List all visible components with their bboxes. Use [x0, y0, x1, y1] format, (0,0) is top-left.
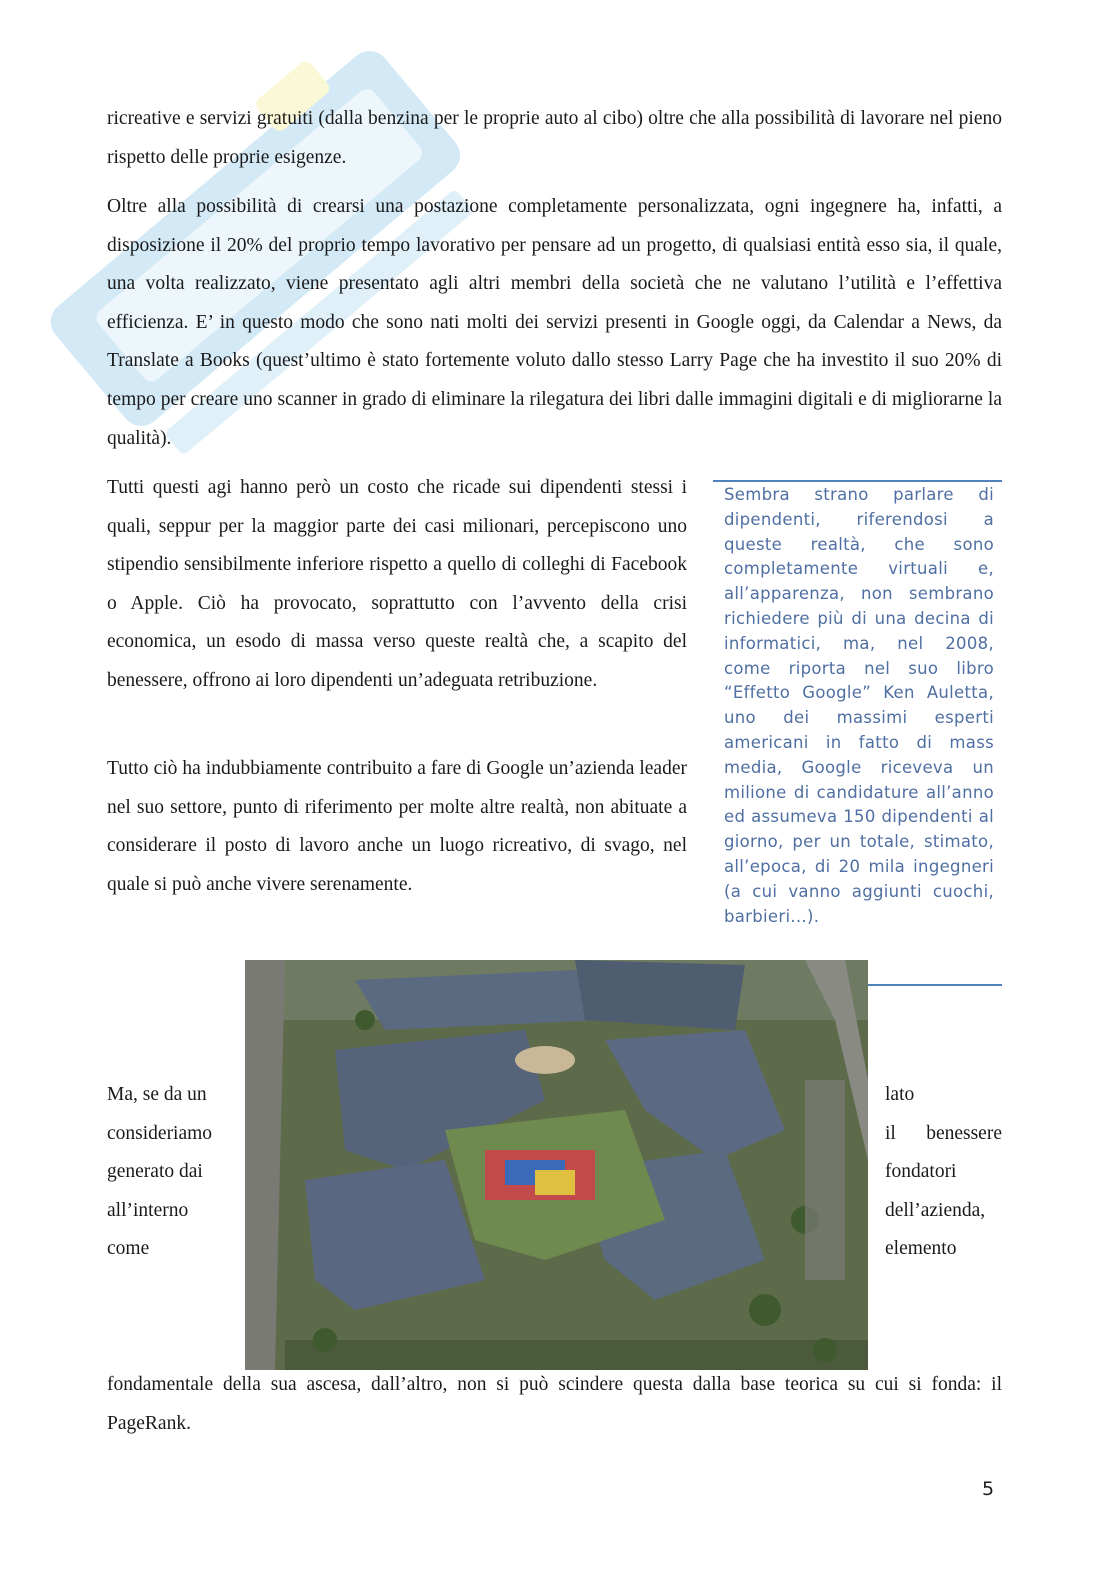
wrapped-left-2: consideriamo [107, 1123, 213, 1144]
wrapped-right-1: lato [885, 1084, 915, 1105]
wrapped-left-4: all’interno [107, 1200, 189, 1221]
wrapped-left-1: Ma, se da un [107, 1084, 207, 1105]
wrapped-right-4: dell’azienda, [885, 1200, 986, 1221]
wrapped-right-3: fondatori [885, 1161, 957, 1182]
wrapped-left-3: generato dai [107, 1161, 203, 1182]
googleplex-aerial-photo [245, 960, 868, 1370]
wrapped-right-2: il benessere [885, 1123, 1002, 1144]
paragraph-3: Tutti questi agi hanno però un costo che ricade sui dipendenti stessi i quali, seppur per la maggior parte dei casi milionari, percepiscono uno stipendio sensibilmente inferiore rispetto a quello di colleghi di Facebook o Apple. Ciò ha provocato, soprattutto con l’avvento della crisi economica, un esodo di massa verso queste realtà che, a scapito del benessere, offrono ai loro dipendenti un’adeguata retribuzione. [107, 477, 687, 691]
paragraph-5-end: fondamentale della sua ascesa, dall’altro, non si può scindere questa dalla base teorica su cui si fonda: il PageRank. [107, 1374, 1002, 1434]
wrapped-right-5: elemento [885, 1238, 957, 1259]
paragraph-1: ricreative e servizi gratuiti (dalla benzina per le proprie auto al cibo) oltre che alla possibilità di lavorare nel pieno rispetto delle proprie esigenze. [107, 108, 1002, 168]
wrapped-left-5: come [107, 1238, 150, 1259]
paragraph-4: Tutto ciò ha indubbiamente contribuito a fare di Google un’azienda leader nel suo settore, punto di riferimento per molte altre realtà, non abituate a considerare il posto di lavoro anche un luogo ricreativo, di svago, nel quale si può anche vivere serenamente. [107, 758, 687, 895]
sidebar-text: Sembra strano parlare di dipendenti, riferendosi a queste realtà, che sono completamente virtuali e, all’apparenza, non sembrano richiedere più di una decina di informatici, ma, nel 2008, come riporta nel suo libro “Effetto Google” Ken Auletta, uno dei massimi esperti americani in fatto di mass media, Google riceveva un milione di candidature all’anno ed assumeva 150 dipendenti al giorno, per un totale, stimato, all’epoca, di 20 mila ingegneri (a cui vanno aggiunti cuochi, barbieri...). [724, 485, 994, 926]
page-number: 5 [982, 1478, 995, 1500]
sidebar-callout [713, 480, 1002, 986]
paragraph-2: Oltre alla possibilità di crearsi una postazione completamente personalizzata, ogni ingegnere ha, infatti, a disposizione il 20% del proprio tempo lavorativo per pensare ad un progetto, di qualsiasi entità esso sia, il quale, una volta realizzato, viene presentato agli altri membri della società che ne valutano l’utilità e l’effettiva efficienza. E’ in questo modo che sono nati molti dei servizi presenti in Google oggi, da Calendar a News, da Translate a Books (quest’ultimo è stato fortemente voluto dallo stesso Larry Page che ha investito il suo 20% di tempo per creare uno scanner in grado di eliminare la rilegatura dei libri dalle immagini digitali e di migliorarne la qualità). [107, 196, 1002, 449]
